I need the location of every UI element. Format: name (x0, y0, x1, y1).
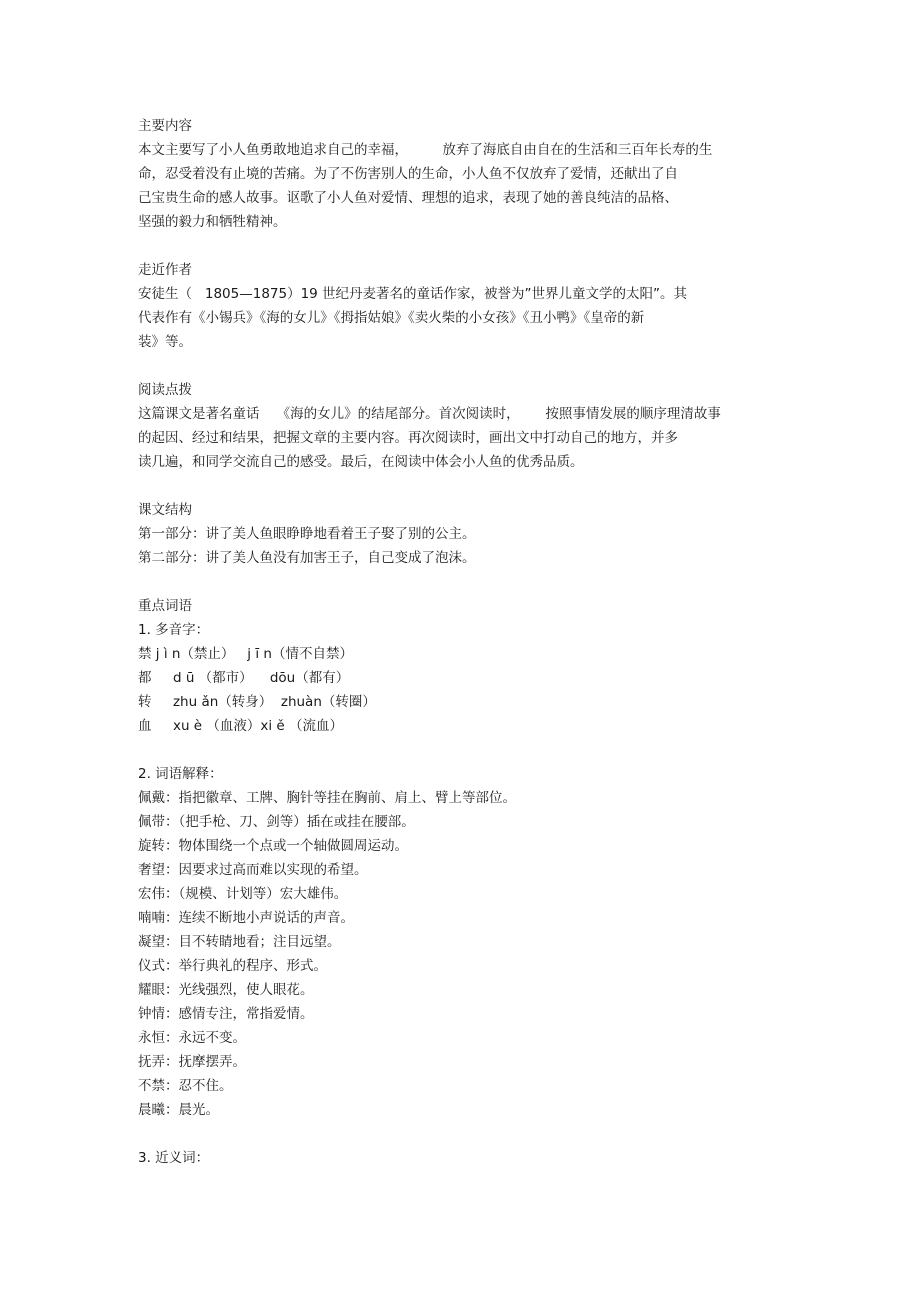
author-line: 装》等。 (138, 334, 192, 350)
spacer (138, 354, 778, 378)
summary-line: 己宝贵生命的感人故事。讴歌了小人鱼对爱情、理想的追求，表现了她的善良纯洁的品格、 (138, 190, 678, 206)
author-line: 安徒生（ 1805—1875）19 世纪丹麦著名的童话作家，被誉为”世界儿童文学的太阳”。其 (138, 286, 688, 302)
summary-line: 坚强的毅力和牺牲精神。 (138, 214, 287, 230)
explanation-item: 佩带：（把手枪、刀、剑等）插在或挂在腰部。 (138, 814, 415, 830)
explanation-item: 永恒：永远不变。 (138, 1030, 246, 1046)
section-heading-structure: 课文结构 (138, 502, 192, 518)
explanation-item: 晨曦：晨光。 (138, 1102, 219, 1118)
document-page (138, 114, 778, 1170)
explanation-item: 旋转：物体围绕一个点或一个轴做圆周运动。 (138, 838, 408, 854)
reading-line: 读几遍，和同学交流自己的感受。最后，在阅读中体会小人鱼的优秀品质。 (138, 454, 584, 470)
section-heading-vocab: 重点词语 (138, 598, 192, 614)
polyphone-item: 禁 j ì n（禁止） j ī n（情不自禁） (138, 646, 353, 662)
section-heading-reading: 阅读点拨 (138, 382, 192, 398)
section-heading-summary: 主要内容 (138, 118, 192, 134)
reading-line: 这篇课文是著名童话 《海的女儿》的结尾部分。首次阅读时， 按照事情发展的顺序理清故事 (138, 406, 721, 422)
summary-line: 命，忍受着没有止境的苦痛。为了不伤害别人的生命，小人鱼不仅放弃了爱情，还献出了自 (138, 166, 678, 182)
spacer (138, 234, 778, 258)
explanation-item: 钟情：感情专注，常指爱情。 (138, 1006, 314, 1022)
spacer (138, 570, 778, 594)
polyphone-title: 1. 多音字： (138, 622, 210, 638)
explanation-item: 耀眼：光线强烈，使人眼花。 (138, 982, 314, 998)
author-line: 代表作有《小锡兵》《海的女儿》《拇指姑娘》《卖火柴的小女孩》《丑小鸭》《皇帝的新 (138, 310, 645, 326)
explanation-item: 不禁：忍不住。 (138, 1078, 233, 1094)
explanation-item: 奢望：因要求过高而难以实现的希望。 (138, 862, 368, 878)
spacer (138, 474, 778, 498)
synonym-title: 3. 近义词： (138, 1150, 210, 1166)
spacer (138, 1122, 778, 1146)
structure-line: 第一部分：讲了美人鱼眼睁睁地看着王子娶了别的公主。 (138, 526, 476, 542)
explanation-item: 仪式：举行典礼的程序、形式。 (138, 958, 327, 974)
polyphone-item: 血 xu è （血液）xi ě （流血） (138, 718, 344, 734)
polyphone-item: 转 zhu ǎn（转身） zhuàn（转圈） (138, 694, 376, 710)
spacer (138, 738, 778, 762)
explain-title: 2. 词语解释： (138, 766, 223, 782)
explanation-item: 抚弄：抚摩摆弄。 (138, 1054, 246, 1070)
explanation-item: 宏伟：（规模、计划等）宏大雄伟。 (138, 886, 348, 902)
reading-line: 的起因、经过和结果，把握文章的主要内容。再次阅读时，画出文中打动自己的地方，并多 (138, 430, 678, 446)
explanation-item: 喃喃：连续不断地小声说话的声音。 (138, 910, 354, 926)
explanation-item: 佩戴：指把徽章、工牌、胸针等挂在胸前、肩上、臂上等部位。 (138, 790, 516, 806)
summary-line: 本文主要写了小人鱼勇敢地追求自己的幸福， 放弃了海底自由自在的生活和三百年长寿的生 (138, 142, 713, 158)
section-heading-author: 走近作者 (138, 262, 192, 278)
explanation-item: 凝望：目不转睛地看；注目远望。 (138, 934, 341, 950)
polyphone-item: 都 d ū （都市） dōu（都有） (138, 670, 350, 686)
structure-line: 第二部分：讲了美人鱼没有加害王子，自己变成了泡沫。 (138, 550, 476, 566)
